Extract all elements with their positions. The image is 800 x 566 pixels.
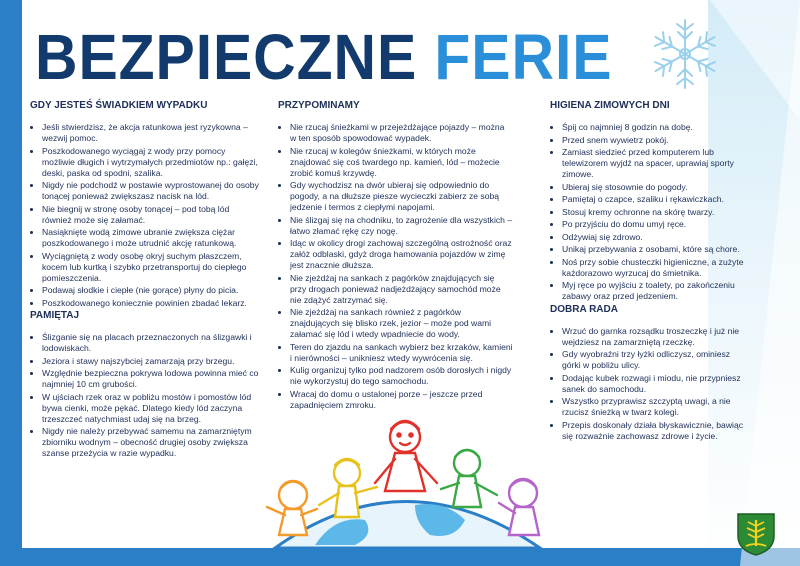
list-item: • Przepis doskonały działa błyskawicznie, bawiąc się rozważnie zachowasz zdrowe i życie. [562,420,750,442]
list-item: • Nie rzucaj śnieżkami w przejeżdżające pojazdy – można w ten sposób spowodować wypadek. [290,122,513,144]
heading-hygiene: HIGIENA ZIMOWYCH DNI [550,100,670,111]
list-item: • Po przyjściu do domu umyj ręce. [562,219,750,230]
list-item: • Poszkodowanego koniecznie powinien zbadać lekarz. [42,298,260,309]
list-item: • Jeziora i stawy najszybciej zamarzają przy brzegu. [42,356,260,367]
list-item: • Idąc w okolicy drogi zachowaj szczególną ostrożność oraz załóż odblaski, gdyż droga hamowania pojazdów w zimę jest znacznie dłuższa. [290,238,513,271]
list-item: • Jeśli stwierdzisz, że akcja ratunkowa jest ryzykowna – wezwij pomoc. [42,122,260,144]
title-word-2: FERIE [434,21,613,93]
page-title [35,22,612,92]
list-item: • Nie biegnij w stronę osoby tonącej – pod tobą lód również może się załamać. [42,204,260,226]
list-item: • Ubieraj się stosownie do pogody. [562,182,750,193]
list-item: • Myj ręce po wyjściu z toalety, po zakończeniu zabawy oraz przed jedzeniem. [562,280,750,302]
list-item: • Nie zjeżdżaj na sankach również z pagórków znajdujących się blisko rzek, jezior – może pod wami załamać się lód i wtedy wpadniecie do wody. [290,307,513,340]
list-item: • Wrzuć do garnka rozsądku troszeczkę i już nie wejdziesz na zamarzniętą rzeczkę. [562,326,750,348]
list-item: • Odżywiaj się zdrowo. [562,232,750,243]
list-accident [30,122,260,309]
list-item: • Nigdy nie podchodź w postawie wyprostowanej do osoby tonącej ponieważ zwiększasz nacisk na lód. [42,180,260,202]
list-item: • Nie rzucaj w kolegów śnieżkami, w których może znajdować się coś twardego np. kamień, lód – możecie zrobić komuś krzywdę. [290,146,513,179]
list-item: • Wracaj do domu o ustalonej porze – jeszcze przed zapadnięciem zmroku. [290,389,513,411]
list-item: • Nigdy nie należy przebywać samemu na zamarzniętym zbiorniku wodnym – obecność drugiej osoby zwiększa szanse przeżycia w razie wypadku. [42,426,260,459]
list-item: • Nie zjeżdżaj na sankach z pagórków znajdujących się przy drogach ponieważ nadjeżdżający samochód może nie zdążyć zatrzymać się. [290,273,513,306]
list-item: • W ujściach rzek oraz w pobliżu mostów i pomostów lód bywa cienki, może pękać. Dlatego kiedy lód zaczyna trzeszczeć natychmiast udaj się na brzeg. [42,392,260,425]
list-item: • Gdy wychodzisz na dwór ubieraj się odpowiednio do pogody, a na dłuższe piesze wycieczki zabierz ze sobą jedzenie i termos z ciepłymi napojami. [290,180,513,213]
list-item: • Względnie bezpieczna pokrywa lodowa powinna mieć co najmniej 10 cm grubości. [42,368,260,390]
column-accident [30,100,260,461]
list-item: • Nasiąknięte wodą zimowe ubranie zwiększa ciężar poszkodowanego i może utrudnić akcję ratunkową. [42,227,260,249]
list-item: • Pamiętaj o czapce, szaliku i rękawiczkach. [562,194,750,205]
list-item: • Wyciągniętą z wody osobę okryj suchym płaszczem, kocem lub kurtką i szybko przetransportuj do ciepłego pomieszczenia. [42,251,260,284]
list-item: • Teren do zjazdu na sankach wybierz bez krzaków, kamieni i nierówności – unikniesz wtedy wywrócenia się. [290,342,513,364]
list-item: • Przed snem wywietrz pokój. [562,135,750,146]
heading-good-advice: DOBRA RADA [550,303,618,315]
list-item: • Kulig organizuj tylko pod nadzorem osób dorosłych i nigdy nie wykorzystuj do tego samochodu. [290,365,513,387]
list-item: • Unikaj przebywania z osobami, które są chore. [562,244,750,255]
list-item: • Stosuj kremy ochronne na skórę twarzy. [562,207,750,218]
frame-left-bar [0,0,22,566]
list-item: • Śpij co najmniej 8 godzin na dobę. [562,122,750,133]
list-item: • Noś przy sobie chusteczki higieniczne, a zużyte każdorazowo wyrzucaj do śmietnika. [562,257,750,279]
list-item: • Gdy wyobraźni trzy łyżki odliczysz, ominiesz górki w pobliżu ulicy. [562,349,750,371]
list-item: • Poszkodowanego wyciągaj z wody przy pomocy możliwie długich i wytrzymałych przedmiotów np.: gałęzi, deski, paska od spodni, szalika. [42,146,260,179]
list-item: • Wszystko przyprawisz szczyptą uwagi, a nie rzucisz śnieżką w twarz kolegi. [562,396,750,418]
heading-remember: PAMIĘTAJ [30,310,80,321]
list-good-advice [550,326,750,442]
heading-accident: GDY JESTEŚ ŚWIADKIEM WYPADKU [30,100,208,111]
list-item: • Nie ślizgaj się na chodniku, to zagrożenie dla wszystkich – łatwo złamać rękę czy nogę. [290,215,513,237]
list-item: • Zamiast siedzieć przed komputerem lub telewizorem wyjdź na spacer, uprawiaj sporty zimowe. [562,147,750,180]
list-item: • Podawaj słodkie i ciepłe (nie gorące) płyny do picia. [42,285,260,296]
column-reminders [278,100,513,412]
heading-reminders: PRZYPOMINAMY [278,100,360,111]
list-item: • Dodając kubek rozwagi i miodu, nie przypniesz sanek do samochodu. [562,373,750,395]
list-item: • Ślizganie się na placach przeznaczonych na ślizgawki i lodowiskach. [42,332,260,354]
coat-of-arms-icon [736,512,776,556]
list-reminders [278,122,513,411]
column-hygiene [550,100,750,443]
title-word-1: BEZPIECZNE [35,21,418,93]
list-hygiene [550,122,750,302]
children-globe-illustration [255,395,555,548]
list-remember [30,332,260,459]
snowflake-icon [640,14,730,94]
